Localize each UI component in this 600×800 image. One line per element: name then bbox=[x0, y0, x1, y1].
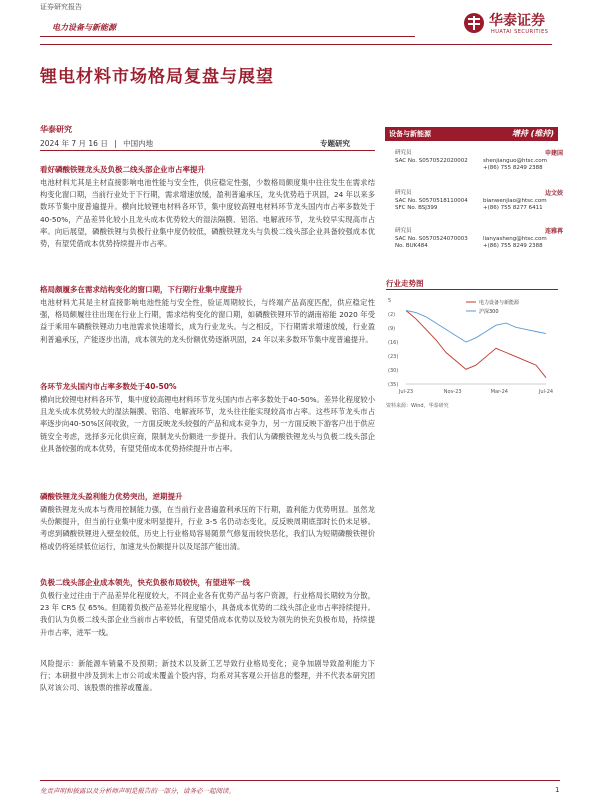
legend-label: 沪深300 bbox=[479, 309, 499, 315]
risk-warning: 风险提示：新能源车销量不及预期；新技术以及新工艺导致行业格局变化；竞争加剧导致盈利能力下行；本研报中涉及到未上市公司或未覆盖个股内容，均系对其客观公开信息的整理，并不代表本研究团队对该公司、该股票的推荐或覆盖。 bbox=[40, 659, 375, 693]
rating-banner bbox=[385, 127, 558, 141]
analyst-sac: SAC No. S0570522020002 bbox=[395, 157, 468, 164]
analyst-role: 研究员 bbox=[395, 228, 412, 234]
analyst-card bbox=[395, 228, 563, 251]
analyst-name: 连雅苒 bbox=[544, 228, 563, 235]
y-tick-label: 5 bbox=[388, 298, 392, 304]
company-logo bbox=[463, 10, 563, 40]
report-type: 证券研究报告 bbox=[40, 3, 82, 11]
section-1-text: 电池材料尤其是主材直接影响电池性能与安全性，供应稳定性强，少数格局颇度集中往往发生在需求结构变化窗口期，当前行业处于下行期，需求增速放缓，盈利普遍承压，龙头优势趋于巩固，24 年以来多数环节集中度普遍提升。横向比较锂电材料各环节，集中度较高锂电材料环节龙头国内市占率多数处于40-50%，产品差异化较小且龙头成本优势较大的湿法隔膜、铝箔、电解液环节，龙头较早实现高市占率。向后展望，磷酸铁锂与负极行业集中度仍较低，磷酸铁锂龙头与负极二线头部企业具备较强成本优势，有望凭借成本优势持续提升市占率。 bbox=[40, 178, 375, 249]
analyst-card bbox=[395, 190, 563, 213]
trend-chart bbox=[386, 292, 558, 404]
section-5-text: 负极行业过往由于产品差异化程度较大，不同企业各有优势产品与客户资源，行业格局长期较为分散，23 年 CR5 仅 65%。但随着负极产品差异化程度缩小，具备成本优势的二线头部企业市占率持续提升。我们认为负极二线头部企业当前市占率较低，有望凭借成本优势以及较为领先的快充负极布局，持续提升市占率，进军一线。 bbox=[40, 591, 375, 637]
analyst-sfc: SFC No. BSJ399 bbox=[395, 205, 438, 212]
analyst-sac: SAC No. S0570524070003 bbox=[395, 235, 468, 242]
section-2-text: 电池材料尤其是主材直接影响电池性能与安全性，验证周期较长，与终端产品高度匹配，供应稳定性强，格局颇履往往出现在行业上行期，需求结构变化的窗口期，如磷酸铁锂环节的湖南裕能 2020 年受益于乘用车磷酸铁锂动力电池需求快速增长，成为行业龙头。与之相反，下行期需求增速放缓，行业盈利普遍承压，产能逐步出清，成本领先的龙头份额优势逐渐巩固，24 年以来多数环节集中度普遍提升。 bbox=[40, 298, 375, 344]
section-3-heading: 各环节龙头国内市占率多数处于40-50% bbox=[40, 382, 177, 391]
analyst-sfc: No. BUK484 bbox=[395, 243, 428, 250]
footer-disclaimer: 免责声明和披露以及分析师声明是报告的一部分，请务必一起阅读。 bbox=[40, 787, 235, 795]
date-rule bbox=[40, 150, 375, 151]
y-tick-label: (9) bbox=[388, 326, 396, 332]
section-3-text: 横向比较锂电材料各环节，集中度较高锂电材料环节龙头国内市占率多数处于40-50%。差异化程度较小且龙头成本优势较大的湿法隔膜、铝箔、电解液环节，龙头往往能实现较高市占率。这些环节龙头市占率逐步向40-50%区间收敛，一方面反映龙头较强的产品和成本竞争力，另一方面反映下游客户出于供应链安全考虑，选择多元化供应商，限制龙头份额进一步提升。我们认为磷酸铁锂龙头与负极二线头部企业具备较强的成本优势，有望凭借成本优势持续提升市占率。 bbox=[40, 395, 375, 453]
analyst-role: 研究员 bbox=[395, 190, 412, 196]
analyst-name: 申建国 bbox=[544, 150, 563, 157]
analyst-phone: +(86) 755 8249 2388 bbox=[483, 243, 543, 250]
analyst-phone: +(86) 755 8249 2388 bbox=[483, 165, 543, 172]
x-tick-label: Nov-23 bbox=[443, 389, 462, 395]
trend-rule bbox=[386, 289, 558, 290]
footer-rule bbox=[40, 780, 560, 781]
x-tick-label: Jul-23 bbox=[398, 389, 414, 395]
logo-mark-icon bbox=[463, 12, 485, 34]
analyst-name: 边文姣 bbox=[544, 190, 563, 197]
logo-text: 华泰证券 bbox=[489, 13, 545, 29]
report-kind: 专题研究 bbox=[320, 139, 350, 148]
analyst-sac: SAC No. S0570518110004 bbox=[395, 197, 468, 204]
chart-source: 资料来源：Wind，华泰研究 bbox=[386, 403, 449, 409]
analyst-card bbox=[395, 150, 563, 173]
analyst-email: lianyasheng@htsc.com bbox=[483, 235, 547, 242]
section-2-heading: 格局颇履多在需求结构变化的窗口期，下行期行业集中度提升 bbox=[40, 285, 243, 294]
series-line-1 bbox=[406, 311, 546, 343]
y-tick-label: (23) bbox=[388, 354, 399, 360]
section-1-heading: 看好磷酸铁锂龙头及负极二线头部企业市占率提升 bbox=[40, 165, 205, 174]
header-rule bbox=[40, 36, 415, 37]
analyst-role: 研究员 bbox=[395, 150, 412, 156]
report-date: 2024 年 7 月 16 日 bbox=[40, 139, 108, 148]
section-4-heading: 磷酸铁锂龙头盈利能力优势突出，逆期提升 bbox=[40, 492, 183, 501]
section-4-text: 磷酸铁锂龙头成本与费用控制能力强，在当前行业普遍盈利承压的下行期，盈利能力优势明显。虽然龙头份额提升，但当前行业集中度未明显提升，行业 3-5 名仍动态变化，反反映周期底部时长仍未足够。考虑到磷酸铁锂进入壁垒较低，历史上行业格局容易随景气修复而较快恶化，我们认为短期磷酸铁锂价格或仍将延续低位运行，加速龙头份额提升以及尾部产能出清。 bbox=[40, 505, 375, 551]
page-number: 1 bbox=[555, 786, 560, 794]
y-tick-label: (16) bbox=[388, 340, 399, 346]
sector-label: 电力设备与新能源 bbox=[52, 23, 116, 32]
report-region: 中国内地 bbox=[123, 139, 154, 148]
analyst-email: bianwenjiao@htsc.com bbox=[483, 197, 547, 204]
y-tick-label: (2) bbox=[388, 312, 396, 318]
trend-title: 行业走势图 bbox=[386, 279, 424, 288]
analyst-phone: +(86) 755 8277 6411 bbox=[483, 205, 543, 212]
y-tick-label: (30) bbox=[388, 368, 399, 374]
logo-subtext: HUATAI SECURITIES bbox=[491, 29, 549, 35]
rating-sector: 设备与新能源 bbox=[389, 130, 431, 138]
legend-label: 电力设备与新能源 bbox=[479, 300, 520, 306]
header-rule-bottom bbox=[40, 44, 552, 45]
rating-value: 增持 (维持) bbox=[511, 129, 554, 138]
x-tick-label: Mar-24 bbox=[490, 389, 508, 395]
report-title: 锂电材料市场格局复盘与展望 bbox=[40, 67, 274, 87]
x-tick-label: Jul-24 bbox=[538, 389, 554, 395]
y-tick-label: (35) bbox=[388, 382, 399, 388]
analyst-email: shenjianguo@htsc.com bbox=[483, 157, 548, 164]
section-5-heading: 负极二线头部企业成本领先，快充负极布局较快，有望进军一线 bbox=[40, 578, 250, 587]
series-line-0 bbox=[406, 311, 546, 378]
research-series: 华泰研究 bbox=[40, 125, 72, 134]
date-line: 2024 年 7 月 16 日 | 中国内地 bbox=[40, 139, 154, 148]
